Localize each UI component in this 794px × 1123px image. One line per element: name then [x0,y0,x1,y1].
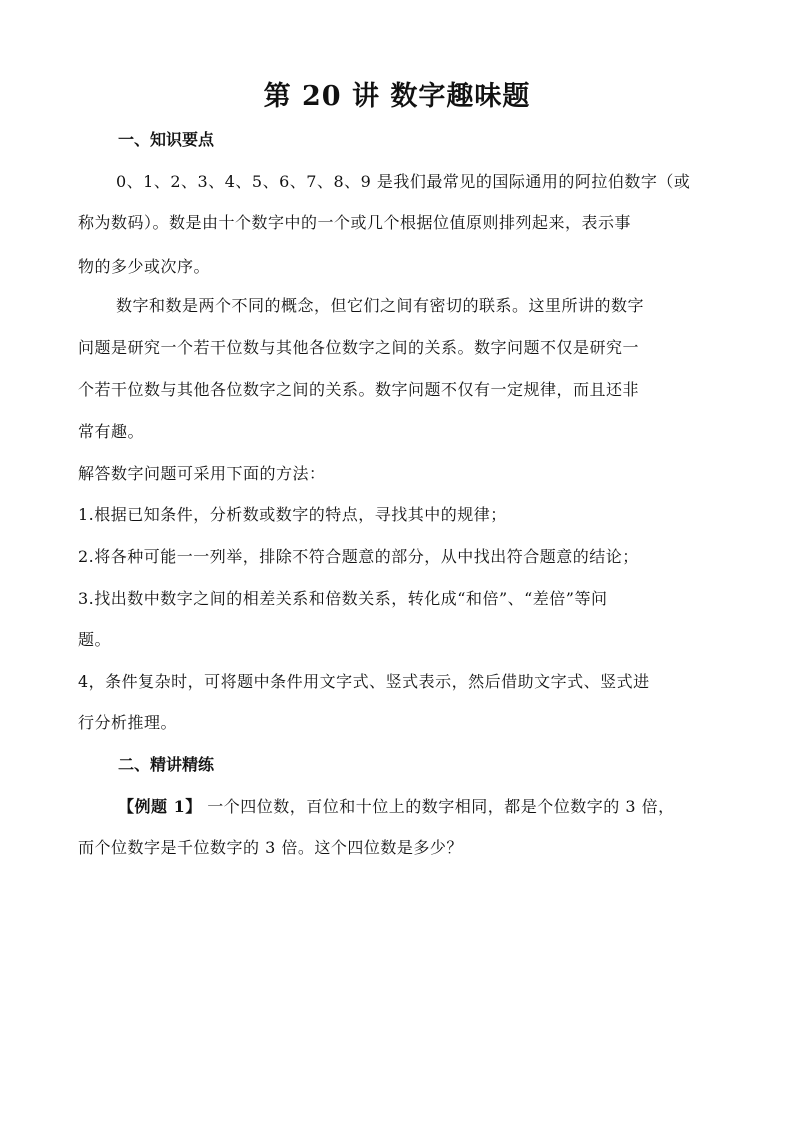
section-heading-practice: 二、精讲精练 [118,755,215,774]
paragraph-line: 问题是研究一个若干位数与其他各位数字之间的关系。数字问题不仅是研究一 [78,338,640,357]
page-title: 第 20 讲 数字趣味题 [263,81,531,112]
example-1-line: 而个位数字是千位数字的 3 倍。这个四位数是多少？ [78,838,463,857]
example-1-label: 【例题 1】 [118,797,202,816]
paragraph-line: 称为数码）。数是由十个数字中的一个或几个根据位值原则排列起来，表示事 [78,213,632,232]
method-item: 2.将各种可能一一列举，排除不符合题意的部分，从中找出符合题意的结论； [78,547,639,566]
paragraph-line: 常有趣。 [78,422,145,441]
paragraph-line: 0、1、2、3、4、5、6、7、8、9 是我们最常见的国际通用的阿拉伯数字（或 [116,172,691,191]
paragraph-line: 物的多少或次序。 [78,257,211,276]
paragraph-line: 个若干位数与其他各位数字之间的关系。数字问题不仅有一定规律，而且还非 [78,380,640,399]
section-heading-knowledge: 一、知识要点 [118,130,215,149]
example-1-line [118,795,675,819]
example-1-text: 一个四位数，百位和十位上的数字相同，都是个位数字的 3 倍， [201,797,675,816]
method-item: 1.根据已知条件，分析数或数字的特点，寻找其中的规律； [78,505,507,524]
method-item: 3.找出数中数字之间的相差关系和倍数关系，转化成“和倍”、“差倍”等问 [78,589,608,608]
method-item: 行分析推理。 [78,713,178,732]
method-item: 题。 [78,630,112,649]
paragraph-line: 数字和数是两个不同的概念，但它们之间有密切的联系。这里所讲的数字 [116,296,645,315]
methods-intro: 解答数字问题可采用下面的方法： [78,464,326,483]
method-item: 4，条件复杂时，可将题中条件用文字式、竖式表示，然后借助文字式、竖式进 [78,672,650,691]
